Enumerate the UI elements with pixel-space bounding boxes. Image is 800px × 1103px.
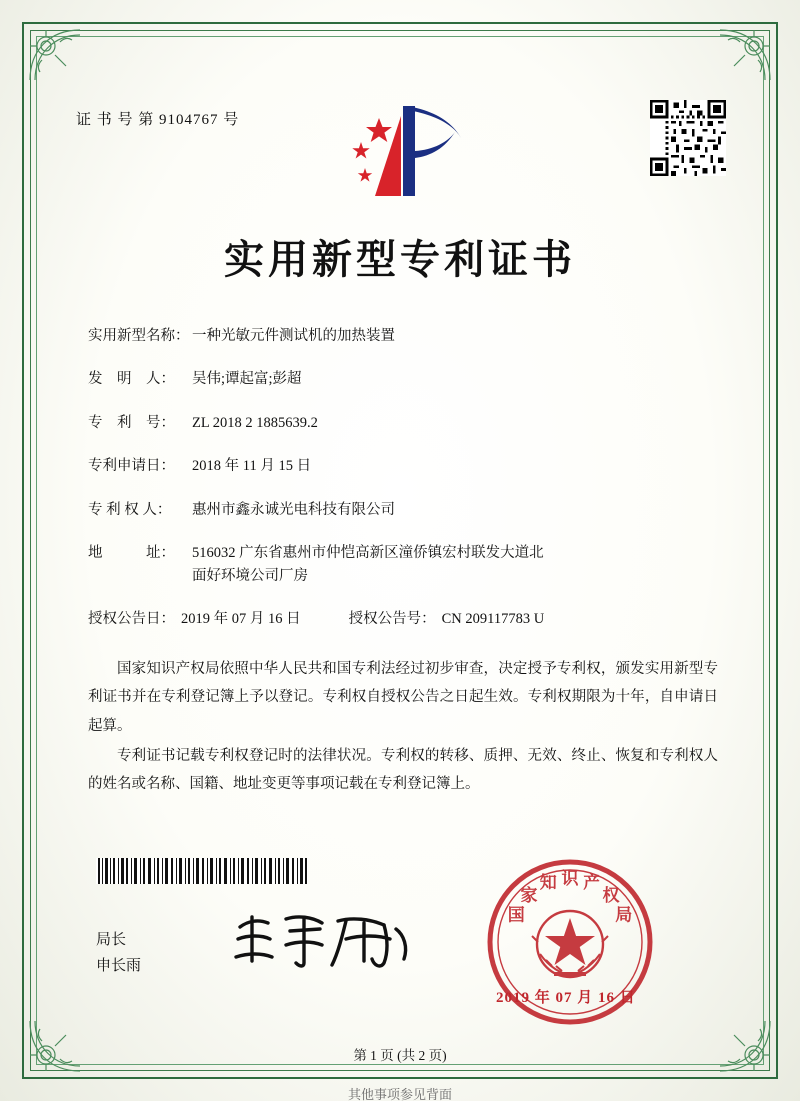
field-label: 地 址： — [88, 545, 175, 562]
field-value: 一种光敏元件测试机的加热装置 — [192, 328, 395, 344]
certificate-body-text — [88, 655, 718, 800]
announcement-date-value: 2019 年 07 月 16 日 — [181, 611, 301, 628]
field-label: 实用新型名称： — [88, 328, 190, 344]
page-number: 第 1 页 (共 2 页) — [353, 1048, 447, 1063]
paragraph-2: 专利证书记载专利权登记时的法律状况。专利权的转移、质押、无效、终止、恢复和专利权人的姓名或名称、国籍、地址变更等事项记载在专利登记簿上。 — [88, 747, 718, 793]
corner-ornament-icon — [716, 26, 774, 84]
field-label: 专 利 权 人： — [88, 501, 172, 518]
director-title-label: 局长 — [96, 932, 127, 948]
director-name: 申长雨 — [96, 957, 142, 974]
svg-text:知: 知 — [539, 873, 557, 894]
svg-text:国: 国 — [507, 905, 525, 926]
field-value: 2018 年 11 月 15 日 — [192, 458, 312, 475]
field-value: 吴伟;谭起富;彭超 — [192, 371, 302, 388]
announcement-date-label: 授权公告日： — [88, 611, 175, 628]
barcode — [96, 858, 308, 884]
certificate-title: 实用新型专利证书 — [224, 236, 576, 283]
handwritten-signature — [228, 905, 418, 975]
corner-ornament-icon — [26, 26, 84, 84]
field-application-date — [88, 455, 728, 477]
field-value: 惠州市鑫永诚光电科技有限公司 — [192, 501, 395, 518]
field-label: 发 明 人： — [88, 371, 175, 388]
cnipa-logo-icon — [345, 98, 465, 204]
field-utility-model-name — [88, 325, 728, 347]
field-patent-number — [88, 412, 728, 434]
seal-date: 2019 年 07 月 16 日 — [496, 990, 636, 1006]
paragraph-1: 国家知识产权局依照中华人民共和国专利法经过初步审查，决定授予专利权，颁发实用新型专利证书并在专利登记簿上予以登记。专利权自授权公告之日起生效。专利权期限为十年，自申请日起算。 — [88, 661, 718, 734]
qr-code — [650, 100, 726, 176]
certificate-number: 证 书 号 第 9104767 号 — [76, 112, 240, 128]
field-address — [88, 542, 728, 587]
svg-text:产: 产 — [583, 873, 601, 894]
svg-text:家: 家 — [520, 885, 538, 906]
field-label: 专利申请日： — [88, 458, 175, 475]
certificate-fields — [88, 325, 728, 649]
svg-text:识: 识 — [561, 869, 579, 889]
field-inventors — [88, 368, 728, 390]
field-label: 专 利 号： — [88, 414, 175, 431]
field-announcement — [88, 608, 728, 630]
svg-text:局: 局 — [615, 905, 633, 926]
footer-note: 其他事项参见背面 — [347, 1087, 452, 1102]
field-value: 516032 广东省惠州市仲恺高新区潼侨镇宏村联发大道北 — [192, 545, 544, 562]
signature-block — [96, 928, 141, 979]
announcement-number-value: CN 209117783 U — [441, 611, 545, 628]
field-value-line2: 面好环境公司厂房 — [192, 567, 308, 584]
svg-text:权: 权 — [602, 885, 620, 906]
announcement-number-label: 授权公告号： — [348, 611, 436, 628]
field-patentee — [88, 499, 728, 521]
field-value: ZL 2018 2 1885639.2 — [192, 414, 318, 431]
